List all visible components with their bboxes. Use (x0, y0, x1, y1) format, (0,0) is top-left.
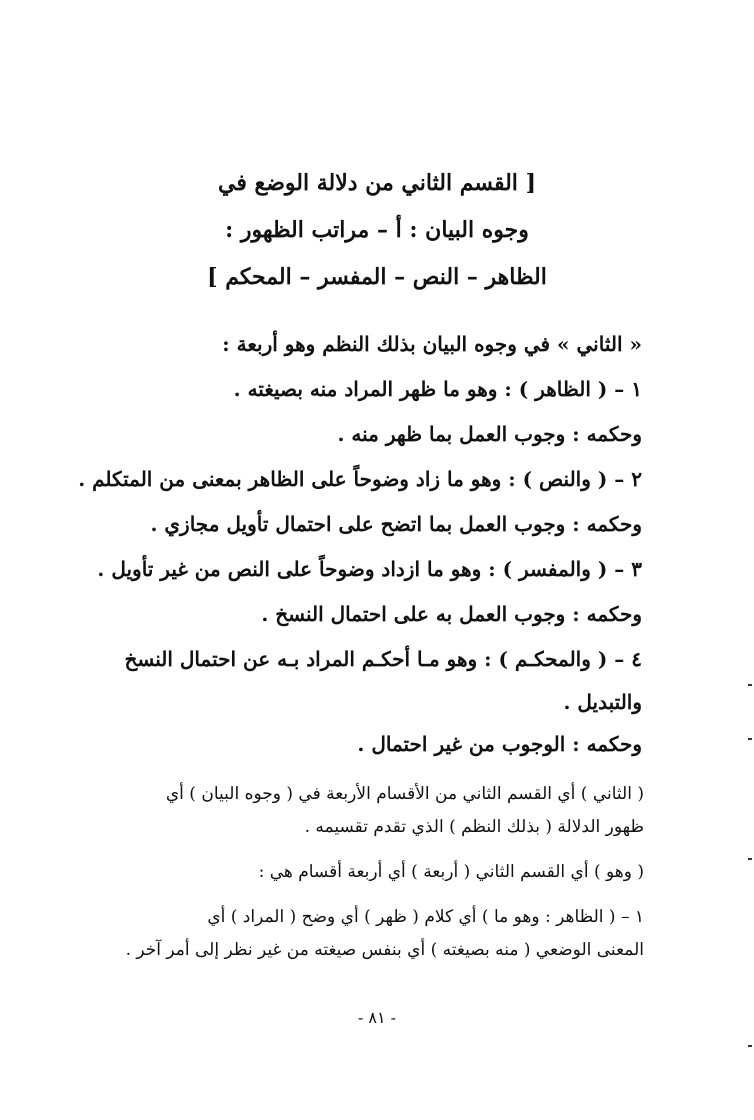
item-muhkam: ٤ – ( والمحكـم ) : وهو مـا أحكـم المراد بـه عن احتمال النسخ (124, 647, 642, 671)
main-text (78, 322, 642, 767)
paragraph-gap (98, 889, 644, 901)
ruling-muhkam: وحكمه : الوجوب من غير احتمال . (357, 732, 642, 756)
section-title-line-1: [ القسم الثاني من دلالة الوضع في (218, 170, 536, 196)
commentary-paragraph-3-line-1: ١ – ( الظاهر : وهو ما ) أي كلام ( ظهر ) أي وضح ( المراد ) أي (207, 907, 644, 927)
item-nass: ٢ – ( والنص ) : وهو ما زاد وضوحاً على الظاهر بمعنى من المتكلم . (78, 467, 642, 491)
commentary (98, 778, 644, 967)
item-zahir: ١ – ( الظاهر ) : وهو ما ظهر المراد منه بصيغته . (233, 377, 642, 401)
scan-edge-mark (748, 738, 752, 740)
scan-edge-mark (748, 684, 752, 686)
scan-edge-mark (748, 1045, 752, 1047)
commentary-paragraph-3-line-2: المعنى الوضعي ( منه بصيغته ) أي بنفس صيغته من غير نظر إلى أمر آخر . (125, 940, 644, 960)
page-number: - ٨١ - (357, 1008, 397, 1027)
paragraph-gap (98, 844, 644, 856)
scan-edge-mark (748, 858, 752, 860)
intro-line: « الثاني » في وجوه البيان بذلك النظم وهو أربعة : (222, 332, 642, 356)
item-muhkam-continued: والتبديل . (563, 690, 642, 714)
commentary-paragraph-1-line-1: ( الثاني ) أي القسم الثاني من الأقسام الأربعة في ( وجوه البيان ) أي (165, 784, 644, 804)
section-title (150, 160, 604, 301)
item-mufassar: ٣ – ( والمفسر ) : وهو ما ازداد وضوحاً على النص من غير تأويل . (97, 557, 642, 581)
section-title-line-2: وجوه البيان : أ – مراتب الظهور : (225, 217, 529, 243)
ruling-mufassar: وحكمه : وجوب العمل به على احتمال النسخ . (261, 602, 642, 626)
commentary-paragraph-2: ( وهو ) أي القسم الثاني ( أربعة ) أي أربعة أقسام هي : (258, 862, 644, 882)
commentary-paragraph-1-line-2: ظهور الدلالة ( بذلك النظم ) الذي تقدم تقسيمه . (304, 817, 644, 837)
ruling-zahir: وحكمه : وجوب العمل بما ظهر منه . (337, 422, 642, 446)
section-title-line-3: الظاهر – النص – المفسر – المحكم ] (207, 264, 547, 290)
ruling-nass: وحكمه : وجوب العمل بما اتضح على احتمال تأويل مجازي . (150, 512, 642, 536)
